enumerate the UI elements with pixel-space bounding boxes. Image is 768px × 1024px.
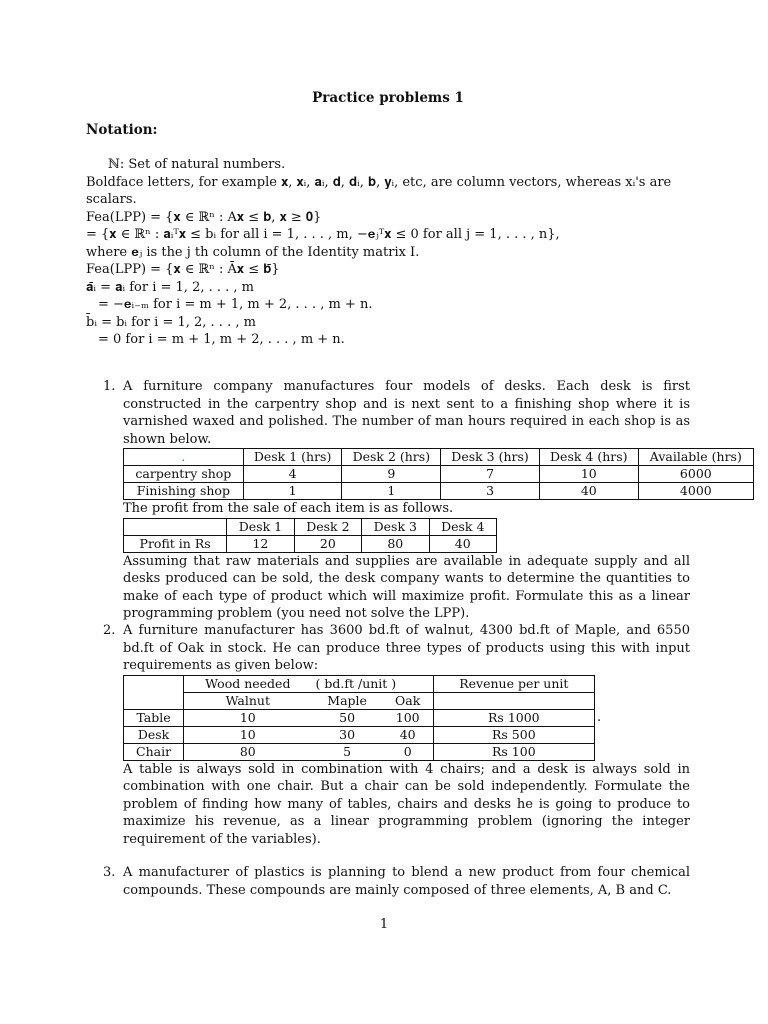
column-header: Walnut — [184, 692, 312, 709]
notation-heading: Notation: — [86, 122, 158, 138]
trailing-dot: . — [597, 709, 602, 725]
problem-number: 1. — [103, 379, 116, 394]
row-label: Desk — [124, 726, 184, 743]
table-corner — [124, 692, 184, 709]
problem-outro: A table is always sold in combination with 4 chairs; and a desk is always sold in combination with one chair. But a chair can be sold independently. Formulate the problem of finding how many of tables, chairs and desks he is going to produce to maximize his revenue, as a linear programming problem (ignoring the integer requirement of the variables). — [123, 761, 690, 847]
column-header: Desk 2 — [294, 518, 361, 535]
problem-outro: Assuming that raw materials and supplies are available in adequate supply and all desks produced can be sold, the desk company wants to determine the quantities to make of each type of product which will maximize profit. Formulate this as a linear programming problem (you need not solve the LPP). — [123, 553, 690, 621]
table-header-row — [124, 692, 595, 709]
table-corner: . — [124, 449, 244, 466]
column-header: Maple — [312, 692, 383, 709]
table-header-row — [124, 449, 754, 466]
table-cell: 1 — [342, 483, 441, 500]
table-cell: Rs 500 — [433, 726, 594, 743]
column-header: Oak — [383, 692, 433, 709]
table-row — [124, 743, 595, 760]
row-label: Profit in Rs — [124, 535, 227, 552]
table-cell: 30 — [312, 726, 383, 743]
notation-line: Fea(LPP) = {𝐱 ∈ ℝⁿ : A𝐱 ≤ 𝐛, 𝐱 ≥ 𝟎} — [86, 209, 322, 225]
notation-line: 𝐚̄ᵢ = 𝐚ᵢ for i = 1, 2, . . . , m — [86, 279, 254, 295]
table-cell: 12 — [227, 535, 294, 552]
profit-table — [123, 518, 497, 553]
problem-body — [123, 622, 690, 848]
table-header-row — [124, 518, 497, 535]
table-row — [124, 483, 754, 500]
table-cell: 10 — [539, 466, 638, 483]
column-header: Revenue per unit — [433, 675, 594, 692]
column-header: Desk 4 — [429, 518, 496, 535]
notation-line: where 𝐞ⱼ is the j th column of the Identity matrix I. — [86, 244, 420, 260]
row-label: carpentry shop — [124, 466, 244, 483]
wood-table-wrap — [123, 675, 690, 761]
column-header: Wood needed — [184, 675, 312, 692]
problem-body — [123, 378, 742, 623]
table-cell: 1 — [243, 483, 342, 500]
table-corner — [124, 675, 184, 692]
column-header: ( bd.ft /unit ) — [312, 675, 434, 692]
page-number: 1 — [379, 917, 389, 932]
table-cell: 0 — [383, 743, 433, 760]
column-header: Desk 3 — [362, 518, 429, 535]
column-header: Desk 4 (hrs) — [539, 449, 638, 466]
table-cell: 80 — [362, 535, 429, 552]
table-cell: 50 — [312, 709, 383, 726]
table-cell: Rs 1000 — [433, 709, 594, 726]
column-header: Desk 1 (hrs) — [243, 449, 342, 466]
row-label: Chair — [124, 743, 184, 760]
profit-intro: The profit from the sale of each item is as follows. — [123, 501, 454, 516]
table-corner — [124, 518, 227, 535]
notation-line: b̄ᵢ = bᵢ for i = 1, 2, . . . , m — [86, 314, 256, 330]
row-label: Table — [124, 709, 184, 726]
problem-number: 3. — [103, 865, 116, 880]
column-header: Available (hrs) — [638, 449, 753, 466]
notation-line: = −𝐞ᵢ₋ₘ for i = m + 1, m + 2, . . . , m + n. — [98, 297, 373, 312]
table-cell: 40 — [539, 483, 638, 500]
notation-line: scalars. — [86, 192, 137, 207]
table-cell: 80 — [184, 743, 312, 760]
table-cell: 20 — [294, 535, 361, 552]
table-row — [124, 709, 595, 726]
table-header-row — [124, 675, 595, 692]
problem-intro: A furniture company manufactures four models of desks. Each desk is first constructed in the carpentry shop and is next sent to a finishing shop where it is varnished waxed and polished. The number of man hours required in each shop is as shown below. — [123, 379, 690, 447]
table-cell: 7 — [441, 466, 540, 483]
table-cell: 6000 — [638, 466, 753, 483]
table-row — [124, 466, 754, 483]
table-cell: 3 — [441, 483, 540, 500]
problem-intro: A furniture manufacturer has 3600 bd.ft of walnut, 4300 bd.ft of Maple, and 6550 bd.ft of Oak in stock. He can produce three types of products using this with input requirements as given below: — [123, 623, 690, 673]
notation-line: = {𝐱 ∈ ℝⁿ : 𝐚ᵢᵀ𝐱 ≤ bᵢ for all i = 1, . . . , m, −𝐞ⱼᵀ𝐱 ≤ 0 for all j = 1, . . . , n}, — [86, 227, 560, 242]
notation-line: ℕ: Set of natural numbers. — [108, 157, 286, 172]
notation-line: = 0 for i = m + 1, m + 2, . . . , m + n. — [98, 332, 345, 347]
table-cell: 4000 — [638, 483, 753, 500]
table-cell: 40 — [383, 726, 433, 743]
column-header: Desk 3 (hrs) — [441, 449, 540, 466]
column-header: Desk 1 — [227, 518, 294, 535]
table-cell: Rs 100 — [433, 743, 594, 760]
table-row — [124, 535, 497, 552]
column-header — [433, 692, 594, 709]
problem-body — [123, 864, 690, 899]
table-cell: 4 — [243, 466, 342, 483]
table-cell: 10 — [184, 709, 312, 726]
page-title: Practice problems 1 — [312, 90, 464, 106]
table-cell: 9 — [342, 466, 441, 483]
table-cell: 5 — [312, 743, 383, 760]
table-cell: 100 — [383, 709, 433, 726]
notation-line: Fea(LPP) = {𝐱 ∈ ℝⁿ : Ā𝐱 ≤ 𝐛̄} — [86, 262, 280, 277]
row-label: Finishing shop — [124, 483, 244, 500]
table-row — [124, 726, 595, 743]
table-cell: 40 — [429, 535, 496, 552]
problem-number: 2. — [103, 623, 116, 638]
column-header: Desk 2 (hrs) — [342, 449, 441, 466]
table-cell: 10 — [184, 726, 312, 743]
notation-block — [86, 156, 690, 349]
notation-line: Boldface letters, for example 𝐱, 𝐱ᵢ, 𝐚ᵢ, 𝐝, 𝐝ᵢ, 𝐛, 𝐲ᵢ, etc, are column vectors, whereas xᵢ's are — [86, 174, 672, 190]
man-hours-table — [123, 448, 754, 500]
wood-table — [123, 675, 595, 761]
problem-intro: A manufacturer of plastics is planning to blend a new product from four chemical compounds. These compounds are mainly composed of three elements, A, B and C. — [123, 865, 690, 898]
